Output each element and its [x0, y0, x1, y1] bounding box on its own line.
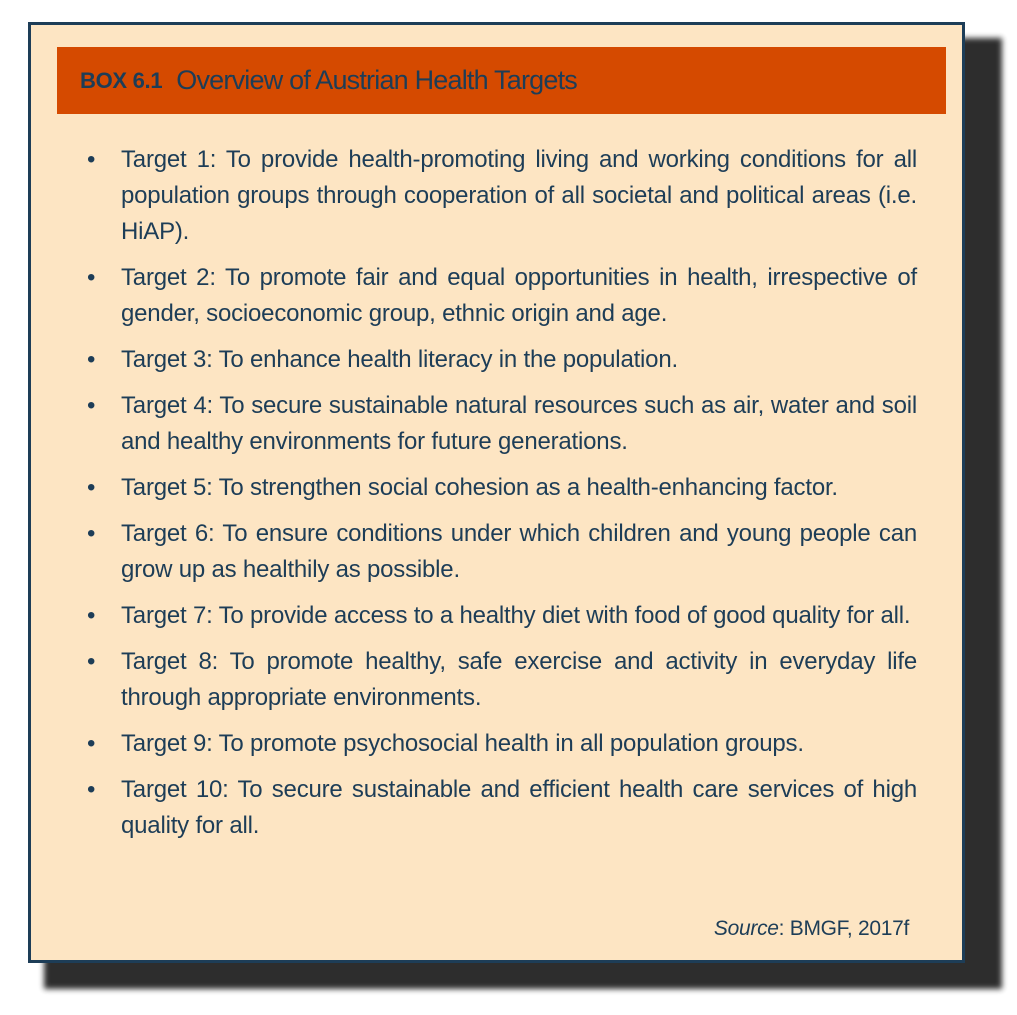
- target-text: Target 7: To provide access to a healthy diet with food of good quality for all.: [121, 602, 911, 629]
- source-note: [714, 917, 909, 941]
- list-item: [87, 598, 917, 634]
- bullet-icon: •: [87, 474, 96, 501]
- bullet-icon: •: [87, 392, 96, 419]
- list-item: [87, 470, 917, 506]
- box-header: [57, 47, 946, 114]
- target-text: Target 1: To provide health-promoting living and working conditions for all population groups through cooperation of all societal and political areas (i.e. HiAP).: [121, 146, 917, 245]
- list-item: [87, 142, 917, 250]
- bullet-icon: •: [87, 648, 96, 675]
- targets-list: [87, 142, 917, 854]
- target-text: Target 5: To strengthen social cohesion as a health-enhancing factor.: [121, 474, 838, 501]
- target-text: Target 8: To promote healthy, safe exercise and activity in everyday life through appropriate environments.: [121, 648, 917, 711]
- box-label: BOX 6.1: [80, 67, 163, 93]
- list-item: [87, 772, 917, 844]
- list-item: [87, 260, 917, 332]
- bullet-icon: •: [87, 602, 96, 629]
- bullet-icon: •: [87, 730, 96, 757]
- list-item: [87, 726, 917, 762]
- target-text: Target 2: To promote fair and equal opportunities in health, irrespective of gender, socioeconomic group, ethnic origin and age.: [121, 264, 917, 327]
- source-label: Source: [713, 917, 779, 940]
- list-item: [87, 516, 917, 588]
- bullet-icon: •: [87, 264, 96, 291]
- list-item: [87, 342, 917, 378]
- bullet-icon: •: [87, 520, 96, 547]
- target-text: Target 3: To enhance health literacy in the population.: [121, 346, 678, 373]
- target-text: Target 4: To secure sustainable natural resources such as air, water and soil and healthy environments for future generations.: [121, 392, 917, 455]
- target-text: Target 9: To promote psychosocial health in all population groups.: [121, 730, 804, 757]
- list-item: [87, 644, 917, 716]
- bullet-icon: •: [87, 776, 96, 803]
- bullet-icon: •: [87, 346, 96, 373]
- target-text: Target 10: To secure sustainable and efficient health care services of high quality for all.: [121, 776, 917, 839]
- source-text: : BMGF, 2017f: [778, 917, 909, 940]
- info-box: [28, 22, 965, 963]
- box-title: Overview of Austrian Health Targets: [176, 65, 577, 95]
- list-item: [87, 388, 917, 460]
- bullet-icon: •: [87, 146, 96, 173]
- target-text: Target 6: To ensure conditions under which children and young people can grow up as healthily as possible.: [121, 520, 917, 583]
